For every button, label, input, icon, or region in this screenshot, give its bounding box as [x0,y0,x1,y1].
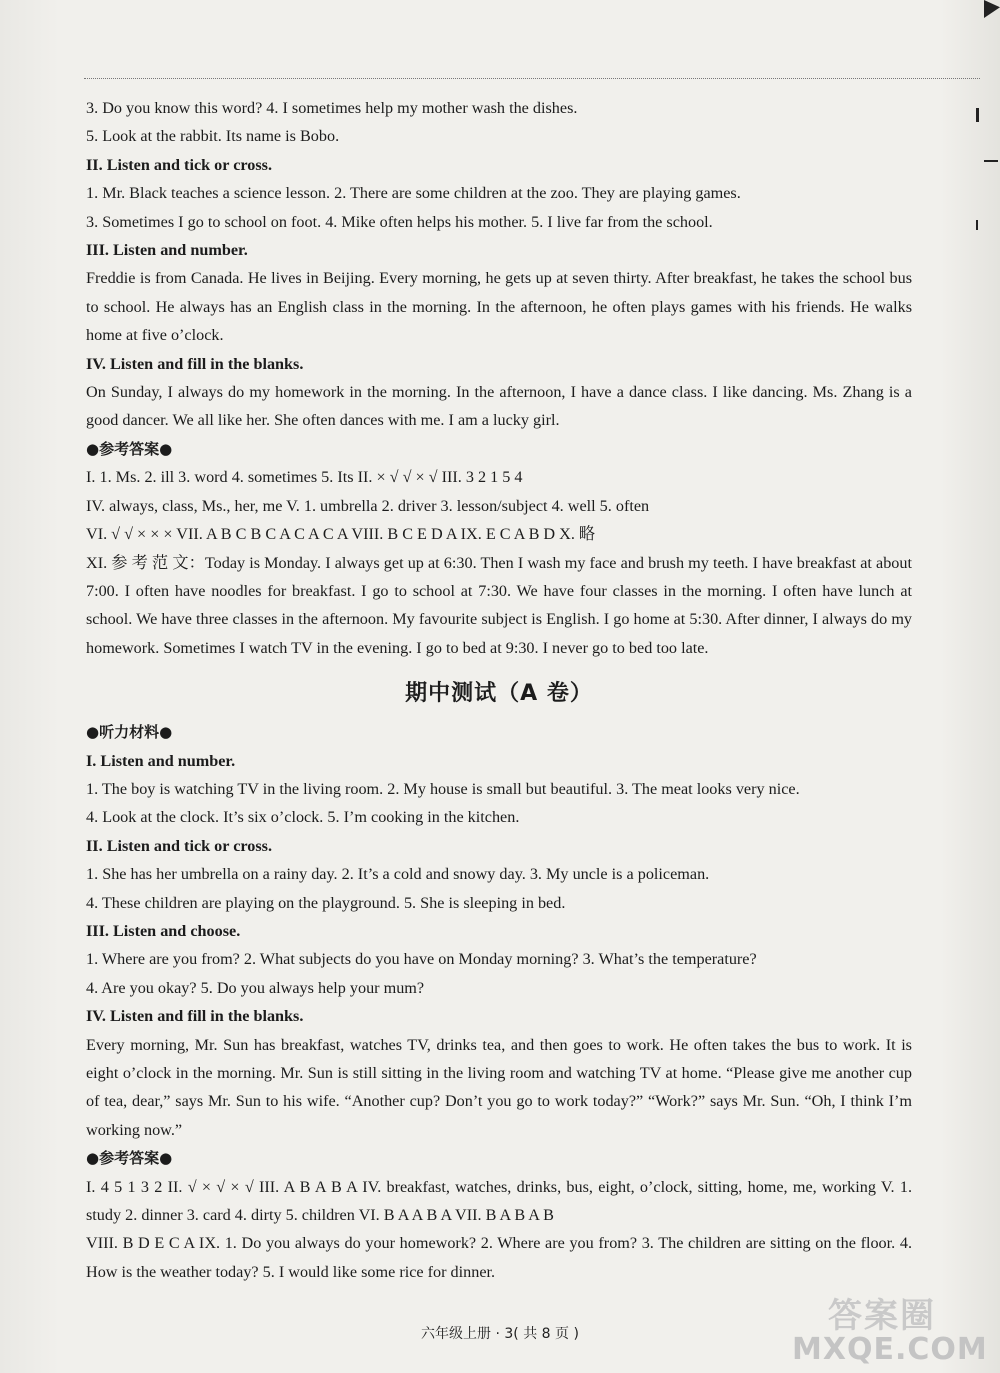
paragraph: Every morning, Mr. Sun has breakfast, watches TV, drinks tea, and then goes to work. He often takes the bus to work. It is eight o’clock in the morning. Mr. Sun is still sitting in the living room and watching TV at home. “Please give me another cup of tea, dear,” says Mr. Sun to his wife. “Another cup? Don’t you go to work today?” “Work?” says Mr. Sun. “Oh, I think I’m working now.” [86,1035,912,1139]
section-heading: II. Listen and tick or cross. [86,155,273,174]
text-line: 1. The boy is watching TV in the living room. 2. My house is small but beautiful. 3. The meat looks very nice. [86,779,800,798]
answers-tag: ●参考答案● [86,439,173,458]
listening-tag: ●听力材料● [86,723,173,742]
watermark-url: MXQE.COM [792,1332,988,1367]
answer-line: I. 1. Ms. 2. ill 3. word 4. sometimes 5. Its II. × √ √ × √ III. 3 2 1 5 4 [86,468,523,487]
text-line: 4. Are you okay? 5. Do you always help your mum? [86,978,425,997]
text-line: 1. Mr. Black teaches a science lesson. 2. There are some children at the zoo. They are playing games. [86,184,741,203]
section-heading: II. Listen and tick or cross. [86,836,273,855]
section-heading: IV. Listen and fill in the blanks. [86,354,304,373]
edge-scan-mark [976,108,979,122]
watermark-text: 答案圈 [828,1296,936,1336]
text-line: 1. Where are you from? 2. What subjects do you have on Monday morning? 3. What’s the temperature? [86,950,757,969]
edge-scan-mark [984,160,998,162]
watermark [790,1284,1000,1373]
text-line: 3. Sometimes I go to school on foot. 4. Mike often helps his mother. 5. I live far from the school. [86,212,713,231]
answer-paragraph: VIII. B D E C A IX. 1. Do you always do your homework? 2. Where are you from? 3. The children are sitting on the floor. 4. How is the weather today? 5. I would like some rice for dinner. [86,1234,912,1281]
text-line: 5. Look at the rabbit. Its name is Bobo. [86,127,340,146]
section-heading: IV. Listen and fill in the blanks. [86,1007,304,1026]
page-footer: 六年级上册 · 3( 共 8 页 ) [421,1326,579,1342]
paragraph: Freddie is from Canada. He lives in Beijing. Every morning, he gets up at seven thirty. After breakfast, he takes the school bus to school. He always has an English class in the morning. In the afternoon, he often plays games with his friends. He walks home at five o’clock. [86,269,912,345]
top-dotted-rule [84,78,980,79]
text-line: 1. She has her umbrella on a rainy day. 2. It’s a cold and snowy day. 3. My uncle is a policeman. [86,865,710,884]
text-line: 4. Look at the clock. It’s six o’clock. 5. I’m cooking in the kitchen. [86,808,520,827]
page-title: 期中测试（A 卷） [405,681,593,707]
section-heading: III. Listen and number. [86,241,248,260]
page-content [86,94,912,1286]
section-heading: III. Listen and choose. [86,921,241,940]
paragraph: On Sunday, I always do my homework in the morning. In the afternoon, I have a dance class. I like dancing. Ms. Zhang is a good dancer. We all like her. She often dances with me. I am a lucky girl. [86,383,912,430]
answer-paragraph: I. 4 5 1 3 2 II. √ × √ × √ III. A B A B A IV. breakfast, watches, drinks, bus, eight, o’clock, sitting, home, me, working V. 1. study 2. dinner 3. card 4. dirty 5. children VI. B A A B A VII. B A B A B [86,1177,912,1225]
section-heading: I. Listen and number. [86,751,236,770]
edge-scan-mark [984,0,1000,18]
text-line: 4. These children are playing on the playground. 5. She is sleeping in bed. [86,893,566,912]
answer-line: VI. √ √ × × × VII. A B C B C A C A C A VIII. B C E D A IX. E C A B D X. 略 [86,525,596,544]
answers-tag: ●参考答案● [86,1149,173,1168]
answer-line: IV. always, class, Ms., her, me V. 1. umbrella 2. driver 3. lesson/subject 4. well 5. often [86,496,650,515]
model-essay: XI. 参 考 范 文：Today is Monday. I always get up at 6:30. Then I wash my face and brush my teeth. I have breakfast at about 7:00. I often have noodles for breakfast. I go to school at 7:30. We have four classes in the morning. I often have lunch at school. We have three classes in the afternoon. My favourite subject is English. I go home at 5:30. After dinner, I always do my homework. Sometimes I watch TV in the evening. I go to bed at 9:30. I never go to bed too late. [86,553,912,657]
text-line: 3. Do you know this word? 4. I sometimes help my mother wash the dishes. [86,99,578,117]
edge-scan-mark [976,220,978,230]
